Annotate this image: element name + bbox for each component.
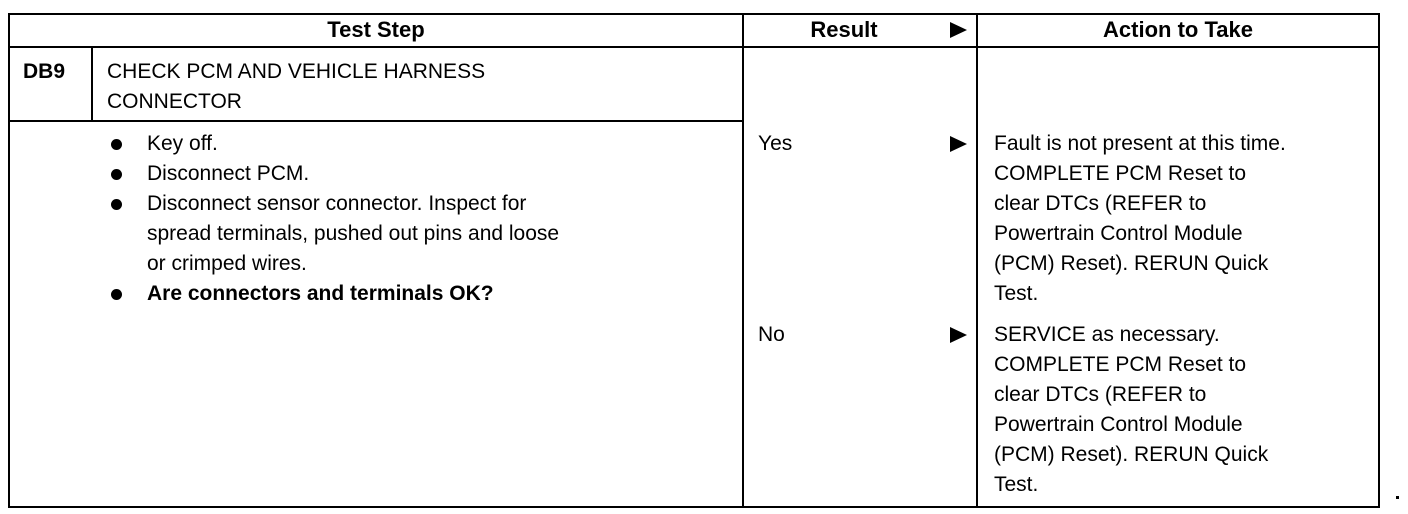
bullet-question: Are connectors and terminals OK? xyxy=(147,282,494,305)
action-yes-line: Test. xyxy=(994,282,1039,305)
header-result: Result xyxy=(810,17,878,42)
action-yes-line: clear DTCs (REFER to xyxy=(994,192,1207,215)
bullet-text: Disconnect PCM. xyxy=(147,162,310,185)
step-title-divider xyxy=(8,120,742,122)
action-yes-line: Fault is not present at this time. xyxy=(994,132,1286,155)
result-no-arrow-icon xyxy=(950,327,967,343)
step-id-divider xyxy=(91,46,93,122)
bullet-text: Disconnect sensor connector. Inspect for xyxy=(147,192,527,215)
header-arrow-icon xyxy=(950,22,967,38)
header-action: Action to Take xyxy=(1103,17,1253,42)
table-left-border xyxy=(8,13,10,508)
action-no-line: (PCM) Reset). RERUN Quick xyxy=(994,443,1269,466)
action-no-line: clear DTCs (REFER to xyxy=(994,383,1207,406)
header-test-step: Test Step xyxy=(327,17,425,42)
action-yes-line: (PCM) Reset). RERUN Quick xyxy=(994,252,1269,275)
test-step-column-divider xyxy=(742,13,744,508)
bullet-text: Key off. xyxy=(147,132,218,155)
action-no-line: Powertrain Control Module xyxy=(994,413,1243,436)
action-yes-line: Powertrain Control Module xyxy=(994,222,1243,245)
action-no-line: Test. xyxy=(994,473,1039,496)
action-yes-line: COMPLETE PCM Reset to xyxy=(994,162,1247,185)
bullet-icon xyxy=(111,169,122,180)
action-no-line: COMPLETE PCM Reset to xyxy=(994,353,1247,376)
result-column-divider xyxy=(976,13,978,508)
bullet-icon xyxy=(111,199,122,210)
header-bottom-border xyxy=(8,46,1380,48)
step-id: DB9 xyxy=(23,60,66,83)
table-right-border xyxy=(1378,13,1380,508)
result-yes-arrow-icon xyxy=(950,136,967,152)
bullet-icon xyxy=(111,289,122,300)
diagnostic-table xyxy=(8,13,1380,508)
step-title-line: CHECK PCM AND VEHICLE HARNESS xyxy=(107,60,486,83)
result-no: No xyxy=(758,323,785,346)
scan-speck xyxy=(1396,496,1399,499)
bullet-text: spread terminals, pushed out pins and loose xyxy=(147,222,560,245)
table-bottom-border xyxy=(8,506,1380,508)
step-title-line: CONNECTOR xyxy=(107,90,242,113)
action-no-line: SERVICE as necessary. xyxy=(994,323,1220,346)
bullet-text: or crimped wires. xyxy=(147,252,307,275)
bullet-icon xyxy=(111,139,122,150)
result-yes: Yes xyxy=(758,132,793,155)
